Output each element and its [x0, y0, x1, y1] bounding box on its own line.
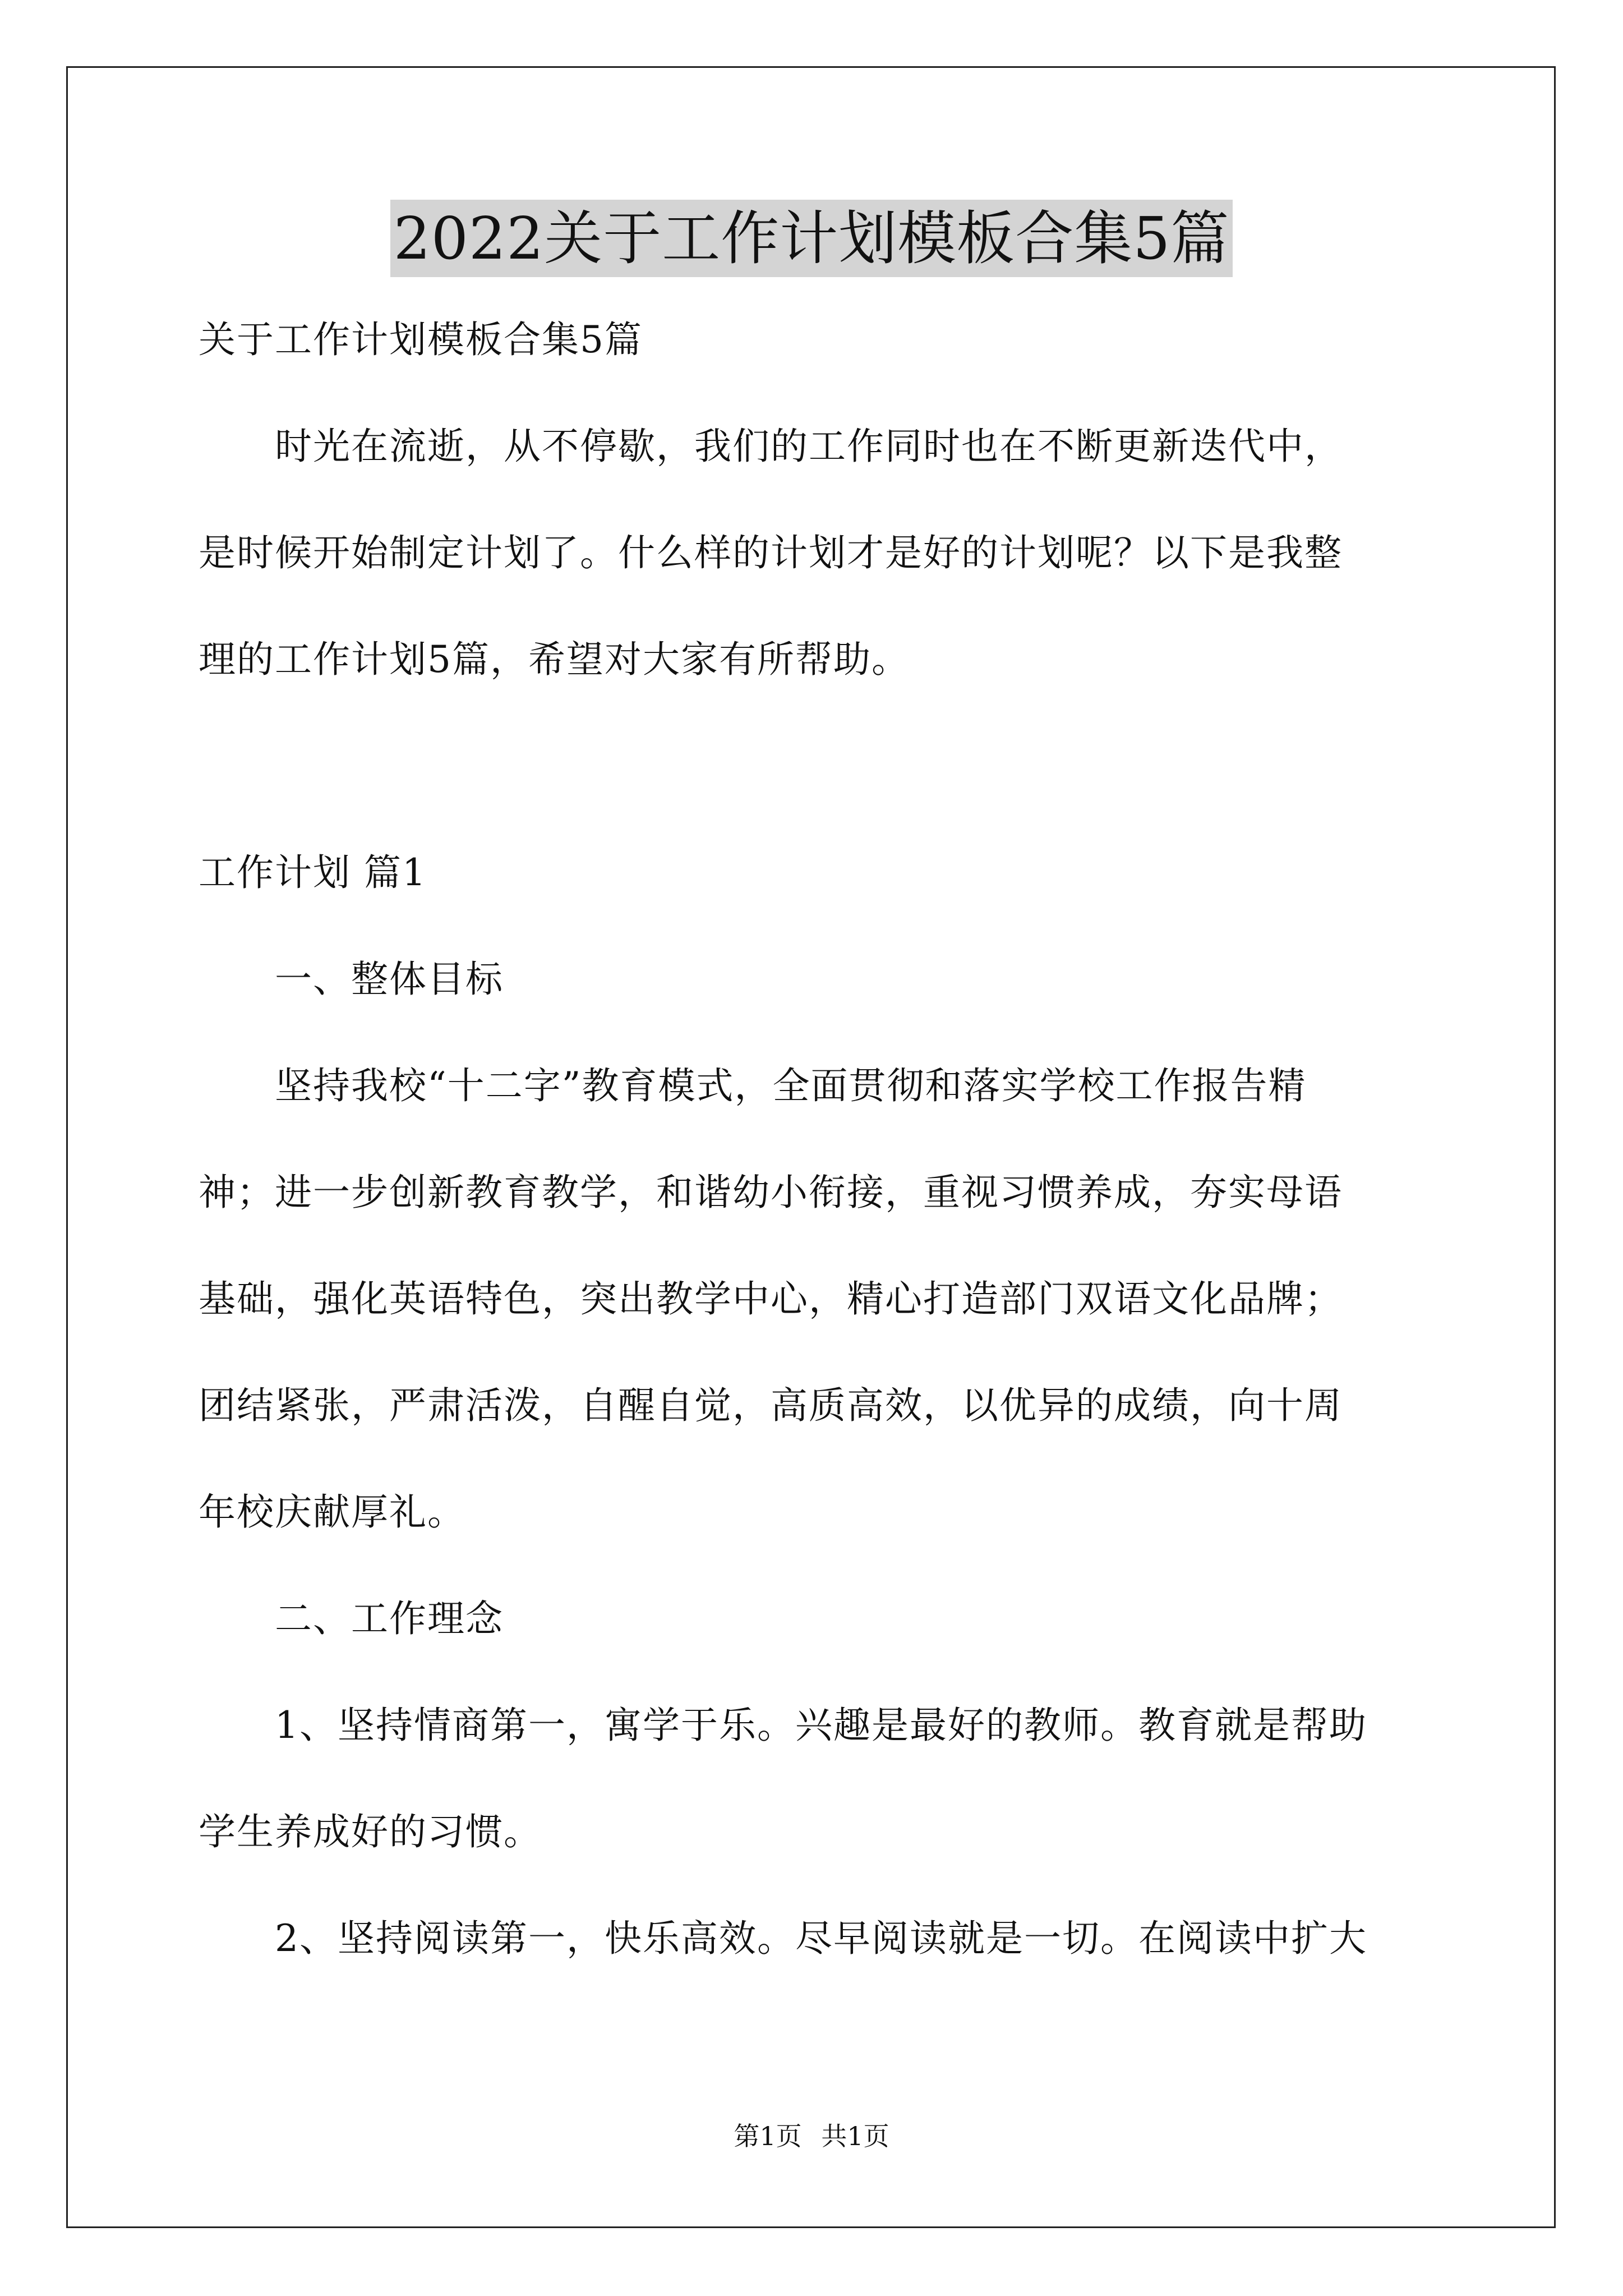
page-border [66, 66, 1556, 2228]
paragraph-line: 时光在流逝，从不停歇，我们的工作同时也在不断更新迭代中， [199, 425, 1343, 468]
paragraph-line: 2、坚持阅读第一，快乐高效。尽早阅读就是一切。在阅读中扩大 [199, 1917, 1367, 1960]
paragraph-line: 是时候开始制定计划了。什么样的计划才是好的计划呢？以下是我整 [199, 531, 1343, 574]
subsection-heading: 一、整体目标 [199, 958, 504, 1001]
paragraph-line: 学生养成好的习惯。 [199, 1810, 542, 1853]
page-footer [0, 2119, 1623, 2153]
subsection-heading: 二、工作理念 [199, 1597, 504, 1640]
paragraph-line: 基础，强化英语特色，突出教学中心，精心打造部门双语文化品牌； [199, 1277, 1343, 1320]
page-number-total: 共1页 [821, 2121, 889, 2151]
paragraph-line: 年校庆献厚礼。 [199, 1490, 465, 1534]
paragraph-line: 团结紧张，严肃活泼，自醒自觉，高质高效，以优异的成绩，向十周 [199, 1384, 1343, 1427]
document-title: 2022关于工作计划模板合集5篇 [390, 200, 1233, 277]
paragraph-line: 神；进一步创新教育教学，和谐幼小衔接，重视习惯养成，夯实母语 [199, 1171, 1343, 1214]
paragraph-line: 1、坚持情商第一，寓学于乐。兴趣是最好的教师。教育就是帮助 [199, 1704, 1367, 1747]
page-number-current: 第1页 [734, 2121, 802, 2151]
paragraph-line: 理的工作计划5篇，希望对大家有所帮助。 [199, 638, 910, 681]
intro-heading: 关于工作计划模板合集5篇 [199, 318, 643, 361]
section-heading: 工作计划 篇1 [199, 851, 427, 894]
title-container [0, 200, 1623, 277]
paragraph-line: 坚持我校“十二字”教育模式，全面贯彻和落实学校工作报告精 [199, 1064, 1307, 1107]
